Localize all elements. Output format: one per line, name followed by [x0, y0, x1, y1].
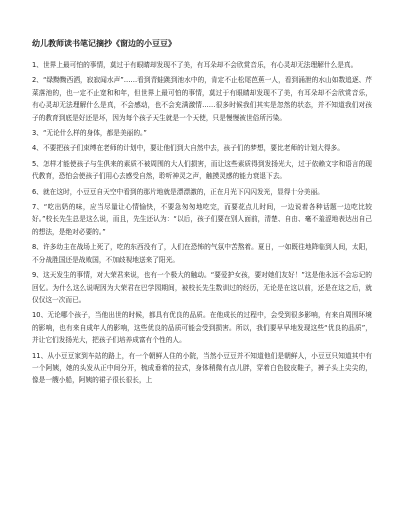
- paragraph-4: 4、不要把孩子们束缚在老师的计划中，要让他们到大自然中去，孩子们的梦想，要比老师的计划大得多。: [32, 144, 344, 153]
- paragraph-6: 6、就在这时，小豆豆自天空中看到的那片地就是漂漂激的，正在月光下闪闪发光，显得十分美丽。: [32, 187, 324, 196]
- paragraph-11: 11、从小豆豆家到车站的路上，有一个朝鲜人住的小院，当然小豆豆并不知道他们是朝鲜人，小豆豆只知道其中有一个阿姨，她的头发从正中间分开，梳成垂着的拉式，身体稍微有点儿胖，穿着白色胶皮鞋子，裤子头上尖尖的，像是一艘小船，阿姨的裙子很长很长，上: [32, 351, 372, 385]
- paragraph-1: 1、世界上最可怕的事情，莫过于有眼睛却发现不了美，有耳朵却不会欣赏音乐，有心灵却无法理解什么是真。: [32, 61, 358, 69]
- paragraph-5: 5、怎样才能使孩子与生俱来的素质不被周围的大人们损害，而让这些素质得到发扬光大，过于依赖文字和语言的现代教育，恐怕会使孩子们用心去感受自然，聆听神灵之声，触摸灵感的能力衰退下去。: [32, 159, 372, 181]
- paragraph-3: 3、“无论什么样的身体，都是美丽的。”: [32, 129, 147, 138]
- paragraph-2: 2、“绿黝黝西洒，寂寂闻水声”……看到青蛙跳到池水中的，肯定不止松尾芭蕉一人，看到涌泄的水山如数追逐、芹菜落池的，也一定不止宽和和年，但世界上最可怕的事情，莫过于有眼睛却发现不了美，有耳朵却不会欣赏音乐，有心灵却无法理解什么是真，不会感动，也不会充满激情……很多时候我们其实是忽然的状态，并不知道我们对孩子的教育到底是好还是坏，因为每个孩子天生就是一个天使，只是慢慢被世俗所污染。: [32, 76, 372, 122]
- paragraph-8: 8、许多幼主在战场上死了，吃的东西没有了，人们在恐怖的气氛中苦熬着。夏日，一如既往地降临到人间，太阳，不分战胜国还是战败国，不加歧视地送来了阳光。: [32, 243, 372, 264]
- paragraph-7: 7、“吃出奶的味，应当尽量让心情愉快，不要急匆匆地吃完，而要花点儿时间，一边说着各种话题一边吃比较好。”校长先生总是这么说，而且，先生还认为：“以后，孩子们要在别人面前，清楚、自由、毫不羞涩地表达出自己的想法，是绝对必要的。”: [32, 203, 372, 236]
- paragraph-9: 9、这天发生的事情，对大荣君来说，也有一个极大的触动。“要爱护女孩，要对她们友好！”这是他永远不会忘记的回忆。为什么这么说呢因为大荣君在巴学园期间，被校长先生数训过的经历，无论是在这以前，还是在这之后，就仅仅这一次而已。: [32, 271, 372, 304]
- document-title: 幼儿教师读书笔记摘抄《窗边的小豆豆》: [32, 39, 176, 48]
- paragraph-10: 10、无论哪个孩子，当他出世的时候，都具有优良的品质。在他成长的过程中，会受到很多影响，有来自周围环境的影响，也有来自成年人的影响，这些优良的品质可能会受到损害。所以，我们要早早地发现这些“优良的品质”，并让它们发扬光大，把孩子们培养成富有个性的人。: [32, 311, 372, 345]
- document-body: [32, 59, 372, 387]
